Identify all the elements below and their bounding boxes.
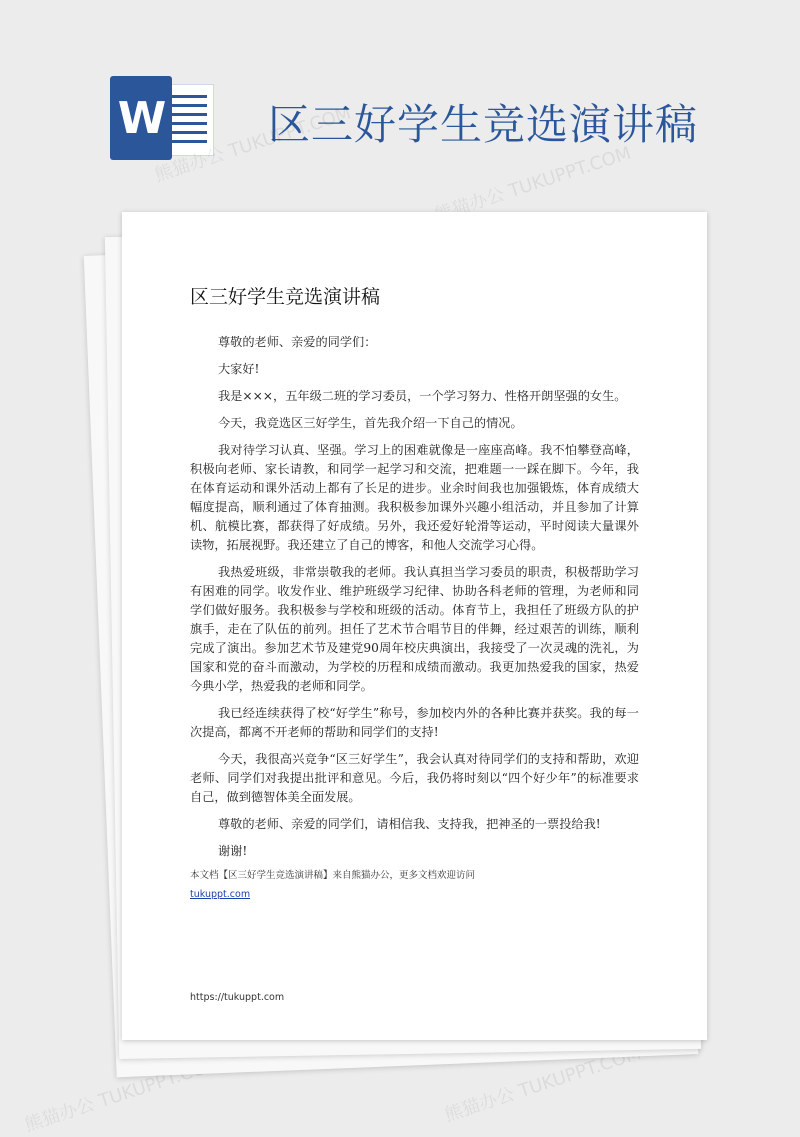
watermark: 熊猫办公 TUKUPPT.COM	[152, 102, 354, 187]
paragraph: 我是×××，五年级二班的学习委员，一个学习努力、性格开朗坚强的女生。	[218, 389, 627, 403]
watermark: 熊猫办公 TUKUPPT.COM	[442, 1042, 644, 1127]
paragraph: 谢谢!	[218, 844, 248, 858]
paragraph: 今天，我竞选区三好学生，首先我介绍一下自己的情况。	[218, 416, 523, 430]
word-letter: W	[117, 92, 165, 144]
paragraph: 今天，我很高兴竞争“区三好学生”，我会认真对待同学们的支持和帮助，欢迎老师、同学们对我提出批评和意见。今后，我仍将时刻以“四个好少年”的标准要求自己，做到德智体美全面发展。	[190, 752, 639, 804]
paragraph: 尊敬的老师、亲爱的同学们，请相信我、支持我，把神圣的一票投给我!	[218, 817, 601, 831]
word-badge	[110, 76, 172, 160]
paragraph: 尊敬的老师、亲爱的同学们：	[218, 335, 377, 349]
paragraph: 我对待学习认真、坚强。学习上的困难就像是一座座高峰。我不怕攀登高峰，积极向老师、家长请教，和同学一起学习和交流，把难题一一踩在脚下。今年，我在体育运动和课外活动上都有了长足的进步。业余时间我也加强锻炼，体育成绩大幅度提高，顺利通过了体育抽测。我积极参加课外兴趣小组活动，并且参加了计算机、航模比赛，都获得了好成绩。另外，我还爱好轮滑等运动，平时阅读大量课外读物，拓展视野。我还建立了自己的博客，和他人交流学习心得。	[190, 443, 639, 552]
header	[0, 0, 800, 200]
paragraph: 大家好!	[218, 362, 260, 376]
source-note: 本文档【区三好学生竞选演讲稿】来自熊猫办公，更多文档欢迎访问	[190, 870, 476, 881]
watermark: 熊猫办公 TUKUPPT.COM	[432, 142, 634, 227]
source-link[interactable]: tukuppt.com	[190, 889, 251, 900]
paragraph: 我热爱班级，非常崇敬我的老师。我认真担当学习委员的职责，积极帮助学习有困难的同学。收发作业、维护班级学习纪律、协助各科老师的管理，为老师和同学们做好服务。我积极参与学校和班级的活动。体育节上，我担任了班级方队的护旗手，走在了队伍的前列。担任了艺术节合唱节目的伴舞，经过艰苦的训练，顺利完成了演出。参加艺术节及建党90周年校庆典演出，我接受了一次灵魂的洗礼，为国家和党的奋斗而激动，为学校的历程和成绩而激动。我更加热爱我的国家，热爱今典小学，热爱我的老师和同学。	[190, 565, 639, 693]
page-title: 区三好学生竞选演讲稿	[268, 100, 699, 149]
word-document-icon	[110, 76, 214, 160]
watermark: 熊猫办公 TUKUPPT.COM	[22, 1052, 224, 1137]
paragraph: 我已经连续获得了校“好学生”称号，参加校内外的各种比赛并获奖。我的每一次提高，都离不开老师的帮助和同学们的支持!	[190, 706, 639, 739]
document-title: 区三好学生竞选演讲稿	[190, 286, 381, 308]
document-page	[122, 212, 707, 1040]
page-url: https://tukuppt.com	[190, 992, 285, 1003]
